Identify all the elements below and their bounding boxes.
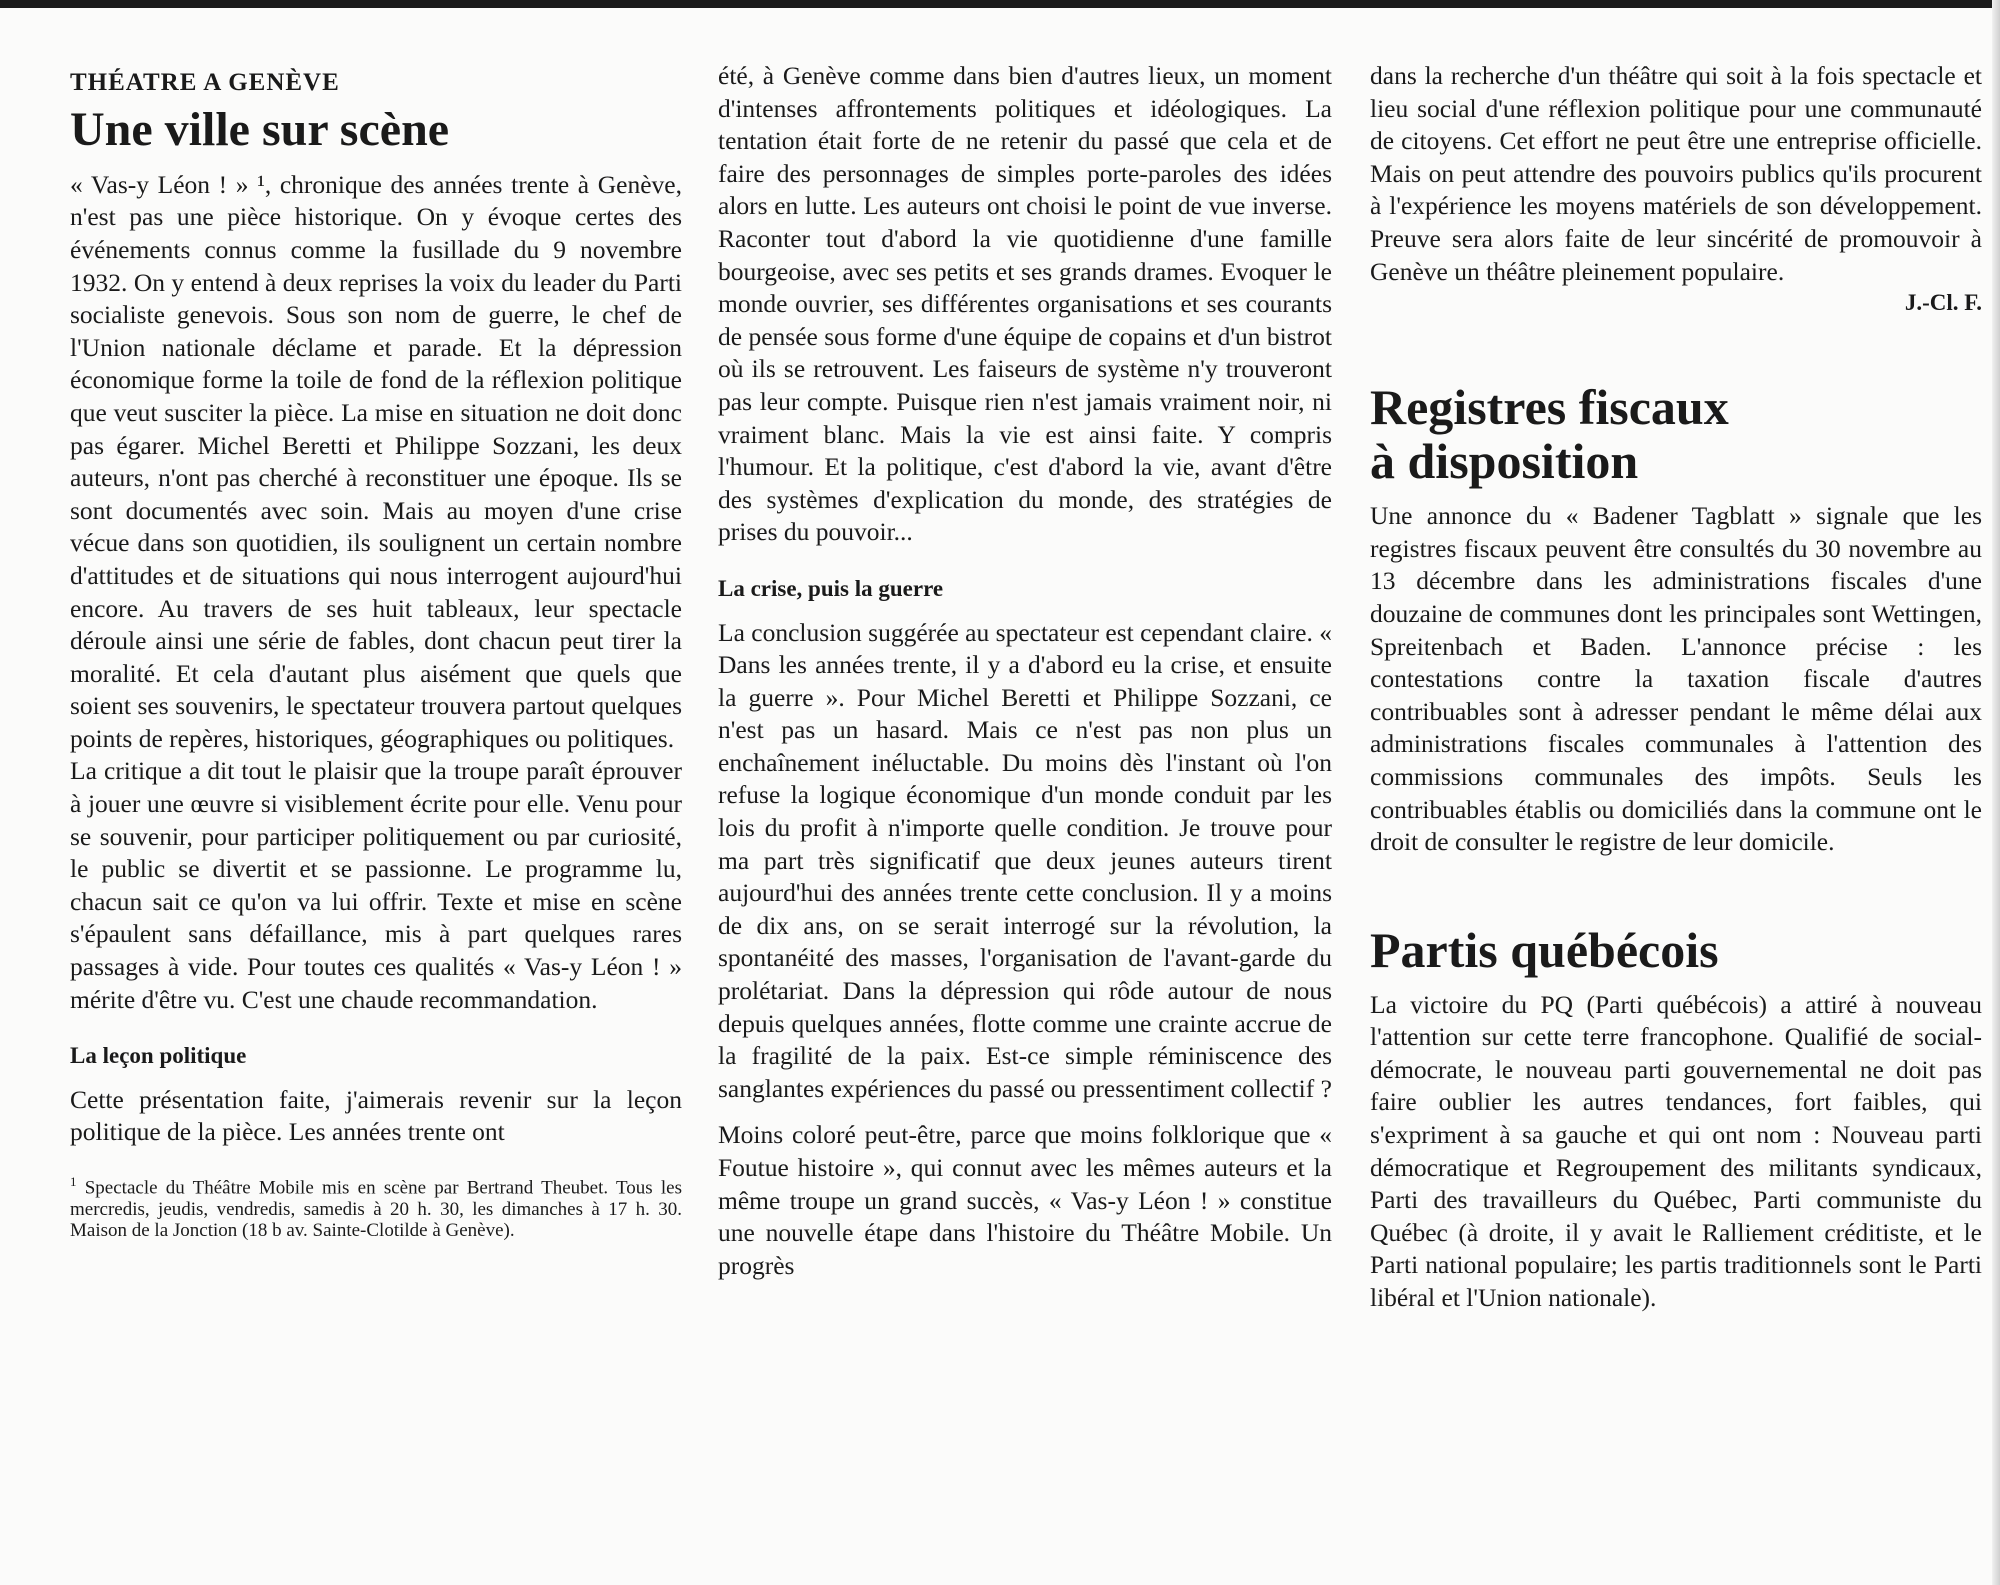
author-signature: J.-Cl. F. [1904, 290, 1982, 316]
page-edge [1992, 0, 2000, 1585]
column-2 [718, 60, 1332, 1282]
title-line: à disposition [1370, 433, 1639, 490]
paragraph: La victoire du PQ (Parti québécois) a attiré à nouveau l'attention sur cette terre francophone. Qualifié de social-démocrate, le nouveau parti gouvernemental ne doit pas faire oublier les autres tendances, fort faibles, qui s'expriment à sa gauche et qui ont nom : Nouveau parti démocratique et Regroupement des militants syndicaux, Parti des travailleurs du Québec, Parti communiste du Québec (à droite, il y avait le Ralliement créditiste, et le Parti national populaire; les partis traditionnels sont le Parti libéral et l'Union nationale). [1370, 989, 1982, 1313]
paragraph: Une annonce du « Badener Tagblatt » signale que les registres fiscaux peuvent être consultés du 30 novembre au 13 décembre dans les administrations fiscales d'une douzaine de communes dont les principales sont Wettingen, Spreitenbach et Baden. L'annonce précise : les contestations contre la taxation fiscale d'autres contribuables sont à adresser pendant le même délai aux administrations fiscales communales à l'attention des commissions communales des impôts. Seuls les contribuables établis ou domiciliés dans la commune ont le droit de consulter le registre de leur domicile. [1370, 501, 1982, 857]
paragraph: Moins coloré peut-être, parce que moins folklorique que « Foutue histoire », qui connut avec les mêmes auteurs et la même troupe un grand succès, « Vas-y Léon ! » constitue une nouvelle étape dans l'histoire du Théâtre Mobile. Un progrès [718, 1120, 1332, 1280]
top-rule [0, 0, 2000, 8]
subheading: La leçon politique [70, 1043, 247, 1069]
paragraph: Cette présentation faite, j'aimerais revenir sur la leçon politique de la pièce. Les années trente ont [70, 1084, 682, 1147]
column-1 [70, 60, 682, 1242]
subheading: La crise, puis la guerre [718, 575, 944, 601]
footnote [70, 1171, 682, 1242]
article-title-registres [1370, 380, 1982, 488]
footnote-text: Spectacle du Théâtre Mobile mis en scène par Bertrand Theubet. Tous les mercredis, jeudis, vendredis, samedis à 20 h. 30, les dimanches à 17 h. 30. Maison de la Jonction (18 b av. Sainte-Clotilde à Genève). [70, 1177, 683, 1242]
title-line: Registres fiscaux [1370, 379, 1729, 436]
paragraph: été, à Genève comme dans bien d'autres lieux, un moment d'intenses affrontements politiques et idéologiques. La tentation était forte de ne retenir du passé que cela et de faire des personnages de simples porte-paroles des idées alors en lutte. Les auteurs ont choisi le point de vue inverse. Raconter tout d'abord la vie quotidienne d'une famille bourgeoise, avec ses petits et ses grands drames. Evoquer le monde ouvrier, ses différentes organisations et ses courants de pensée sous forme d'une équipe de copains et d'un bistrot où ils se retrouvent. Les faiseurs de système n'y trouveront pas leur compte. Puisque rien n'est jamais vraiment noir, ni vraiment blanc. Mais la vie est ainsi faite. Y compris l'humour. Et la politique, c'est d'abord la vie, avant d'être des systèmes d'explication du monde, des stratégies de prises du pouvoir... [718, 61, 1332, 547]
rubric: THÉATRE A GENÈVE [70, 69, 340, 96]
paragraph: dans la recherche d'un théâtre qui soit à la fois spectacle et lieu social d'une réflexion politique pour une communauté de citoyens. Cet effort ne peut être une entreprise officielle. Mais on peut attendre des pouvoirs publics qu'ils procurent à l'expérience les moyens matériels de son développement. Preuve sera alors faite de leur sincérité de promouvoir à Genève un théâtre pleinement populaire. [1370, 61, 1982, 286]
paragraph: La critique a dit tout le plaisir que la troupe paraît éprouver à jouer une œuvre si visiblement écrite pour elle. Venu pour se souvenir, pour participer politiquement ou par curiosité, le public se divertit et se passionne. Le programme lu, chacun sait ce qu'on va lui offrir. Texte et mise en scène s'épaulent sans défaillance, mis à part quelques rares passages à vide. Pour toutes ces qualités « Vas-y Léon ! » mérite d'être vu. C'est une chaude recommandation. [70, 756, 682, 1014]
paragraph: La conclusion suggérée au spectateur est cependant claire. « Dans les années trente, il y a d'abord eu la crise, et ensuite la guerre ». Pour Michel Beretti et Philippe Sozzani, ce n'est pas un hasard. Mais ce n'est pas non plus un enchaînement inéluctable. Du moins dès l'instant où l'on refuse la logique économique d'un monde conduit par les lois du profit à n'importe quelle condition. Je trouve pour ma part très significatif que deux jeunes auteurs tirent aujourd'hui des années trente cette conclusion. Il y a moins de dix ans, on se serait interrogé sur la révolution, la spontanéité des masses, l'organisation de l'avant-garde du prolétariat. Dans la dépression qui rôde autour de nous depuis quelques années, flotte comme une crainte accrue de la fragilité de la paix. Est-ce simple réminiscence des sanglantes expériences du passé ou pressentiment collectif ? [718, 617, 1332, 1103]
column-3 [1370, 60, 1982, 1315]
footnote-mark: 1 [70, 1174, 77, 1190]
article-title-partis: Partis québécois [1370, 921, 1719, 978]
paragraph: « Vas-y Léon ! » ¹, chronique des années trente à Genève, n'est pas une pièce historique. On y évoque certes des événements connus comme la fusillade du 9 novembre 1932. On y entend à deux reprises la voix du leader du Parti socialiste genevois. Sous son nom de guerre, le chef de l'Union nationale déclame et parade. Et la dépression économique forme la toile de fond de la réflexion politique que veut susciter la pièce. La mise en situation ne doit donc pas égarer. Michel Beretti et Philippe Sozzani, les deux auteurs, n'ont pas cherché à reconstituer une époque. Ils se sont documentés avec soin. Mais au moyen d'une crise vécue dans son quotidien, ils soulignent un certain nombre d'attitudes et de situations qui nous interrogent aujourd'hui encore. Au travers de ses huit tableaux, leur spectacle déroule ainsi une série de fables, dont chacun peut tirer la moralité. Et cela d'autant plus aisément que quels que soient ses souvenirs, le spectateur trouvera partout quelques points de repères, historiques, géographiques ou politiques. [70, 169, 682, 753]
article-title-theatre: Une ville sur scène [70, 103, 450, 156]
